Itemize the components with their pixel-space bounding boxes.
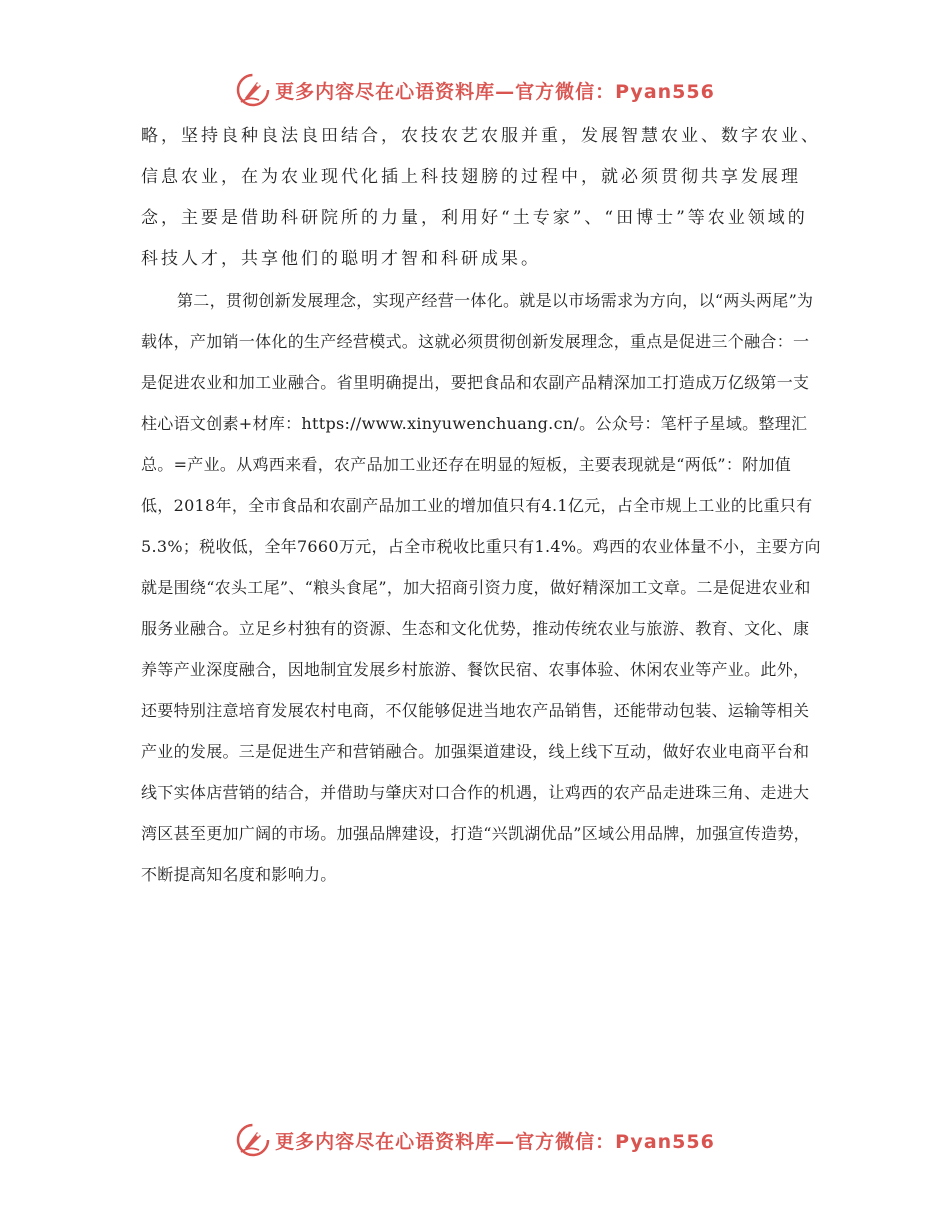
footer-banner-text: 更多内容尽在心语资料库—官方微信：Pyan556 [275, 1130, 715, 1153]
pen-nib-circle-icon [235, 1122, 271, 1158]
header-banner [0, 70, 950, 110]
body-paragraph-2: 第二，贯彻创新发展理念，实现产经营一体化。就是以市场需求为方向，以“两头两尾”为载体，产加销一体化的生产经营模式。这就必须贯彻创新发展理念，重点是促进三个融合：一是促进农业和加工业融合。省里明确提出，要把食品和农副产品精深加工打造成万亿级第一支柱心语文创素+材库：https://www.xinyuwenchuang.cn/。公众号：笔杆子星域。整理汇总。=产业。从鸡西来看，农产品加工业还存在明显的短板，主要表现就是“两低”：附加值低，2018年，全市食品和农副产品加工业的增加值只有4.1亿元，占全市规上工业的比重只有5.3%；税收低，全年7660万元，占全市税收比重只有1.4%。鸡西的农业体量不小，主要方向就是围绕“农头工尾”、“粮头食尾”，加大招商引资力度，做好精深加工文章。二是促进农业和服务业融合。立足乡村独有的资源、生态和文化优势，推动传统农业与旅游、教育、文化、康养等产业深度融合，因地制宜发展乡村旅游、餐饮民宿、农事体验、休闲农业等产业。此外，还要特别注意培育发展农村电商，不仅能够促进当地农产品销售，还能带动包装、运输等相关产业的发展。三是促进生产和营销融合。加强渠道建设，线上线下互动，做好农业电商平台和线下实体店营销的结合，并借助与肇庆对口合作的机遇，让鸡西的农产品走进珠三角、走进大湾区甚至更加广阔的市场。加强品牌建设，打造“兴凯湖优品”区域公用品牌，加强宣传造势，不断提高知名度和影响力。 [141, 291, 821, 884]
pen-nib-circle-icon [235, 72, 271, 108]
header-banner-content [235, 72, 715, 108]
body-paragraph-continuation: 略，坚持良种良法良田结合，农技农艺农服并重，发展智慧农业、数字农业、信息农业，在为农业现代化插上科技翅膀的过程中，就必须贯彻共享发展理念，主要是借助科研院所的力量，利用好“土专家”、“田博士”等农业领域的科技人才，共享他们的聪明才智和科研成果。 [141, 126, 821, 269]
footer-banner-content [235, 1122, 715, 1158]
document-body [141, 116, 821, 895]
footer-banner [0, 1120, 950, 1160]
header-banner-text: 更多内容尽在心语资料库—官方微信：Pyan556 [275, 80, 715, 103]
